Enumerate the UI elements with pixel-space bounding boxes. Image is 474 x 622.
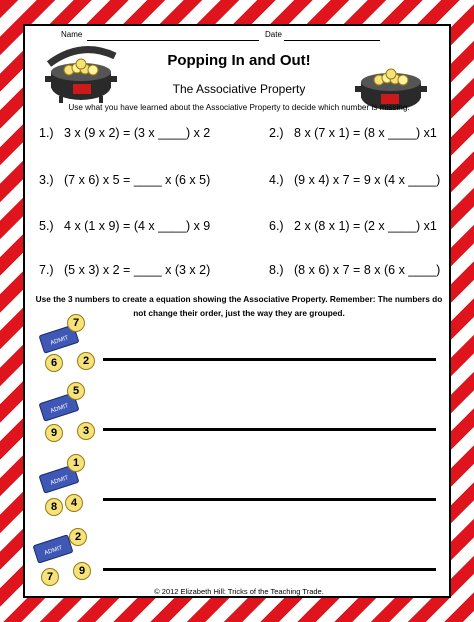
problem-8 <box>269 263 440 277</box>
ticket-group-2 <box>39 382 99 442</box>
problem-expression[interactable]: 2 x (8 x 1) = (2 x ____) x1 <box>294 219 437 233</box>
problem-number: 2.) <box>269 126 284 140</box>
instructions: Use what you have learned about the Associative Property to decide which number is missing. <box>68 103 410 112</box>
name-label: Name <box>61 30 83 39</box>
problem-number: 6.) <box>269 219 284 233</box>
ticket-icon <box>33 534 73 564</box>
problem-expression[interactable]: (7 x 6) x 5 = ____ x (6 x 5) <box>64 173 211 187</box>
copyright-footer: © 2012 Elizabeth Hill: Tricks of the Teaching Trade. <box>154 587 324 596</box>
date-field-line[interactable] <box>284 40 380 41</box>
problem-expression[interactable]: 8 x (7 x 1) = (8 x ____) x1 <box>294 126 437 140</box>
problem-number: 5.) <box>39 219 54 233</box>
answer-line-3[interactable] <box>103 498 436 501</box>
worksheet <box>23 24 451 598</box>
page-subtitle: The Associative Property <box>172 82 306 96</box>
problem-number: 1.) <box>39 126 54 140</box>
problem-expression[interactable]: (5 x 3) x 2 = ____ x (3 x 2) <box>64 263 211 277</box>
problem-expression[interactable]: (9 x 4) x 7 = 9 x (4 x ____) <box>294 173 441 187</box>
ticket-number-top: 1 <box>67 454 85 472</box>
problem-number: 4.) <box>269 173 284 187</box>
problem-7 <box>39 263 210 277</box>
problem-expression[interactable]: (8 x 6) x 7 = 8 x (6 x ____) <box>294 263 441 277</box>
ticket-number-top: 5 <box>67 382 85 400</box>
ticket-number-top: 2 <box>69 528 87 546</box>
ticket-number-right: 3 <box>77 422 95 440</box>
problem-expression[interactable]: 3 x (9 x 2) = (3 x ____) x 2 <box>64 126 211 140</box>
problem-3 <box>39 173 210 187</box>
answer-line-2[interactable] <box>103 428 436 431</box>
ticket-group-3 <box>39 454 99 514</box>
problem-4 <box>269 173 440 187</box>
ticket-number-right: 9 <box>73 562 91 580</box>
answer-line-4[interactable] <box>103 568 436 571</box>
ticket-number-left: 9 <box>45 424 63 442</box>
problem-number: 3.) <box>39 173 54 187</box>
problem-expression[interactable]: 4 x (1 x 9) = (4 x ____) x 9 <box>64 219 211 233</box>
answer-line-1[interactable] <box>103 358 436 361</box>
part2-instructions: Use the 3 numbers to create a equation showing the Associative Property. Remember: The numbers do not change their order, just the way they are grouped. <box>35 294 443 318</box>
ticket-number-right: 4 <box>65 494 83 512</box>
page-title: Popping In and Out! <box>167 52 311 69</box>
problem-1 <box>39 126 210 140</box>
problem-5 <box>39 219 210 233</box>
ticket-number-top: 7 <box>67 314 85 332</box>
ticket-number-left: 6 <box>45 354 63 372</box>
problem-number: 7.) <box>39 263 54 277</box>
ticket-number-right: 2 <box>77 352 95 370</box>
ticket-group-4 <box>33 524 99 586</box>
svg-text:ADMIT: ADMIT <box>49 335 70 347</box>
problem-number: 8.) <box>269 263 284 277</box>
svg-text:ADMIT: ADMIT <box>49 475 70 487</box>
svg-text:ADMIT: ADMIT <box>49 403 70 415</box>
svg-text:ADMIT: ADMIT <box>43 545 64 557</box>
problem-6 <box>269 219 437 233</box>
ticket-group-1 <box>39 314 99 374</box>
ticket-number-left: 8 <box>45 498 63 516</box>
problem-2 <box>269 126 437 140</box>
date-label: Date <box>265 30 282 39</box>
ticket-number-left: 7 <box>41 568 59 586</box>
name-field-line[interactable] <box>87 40 259 41</box>
